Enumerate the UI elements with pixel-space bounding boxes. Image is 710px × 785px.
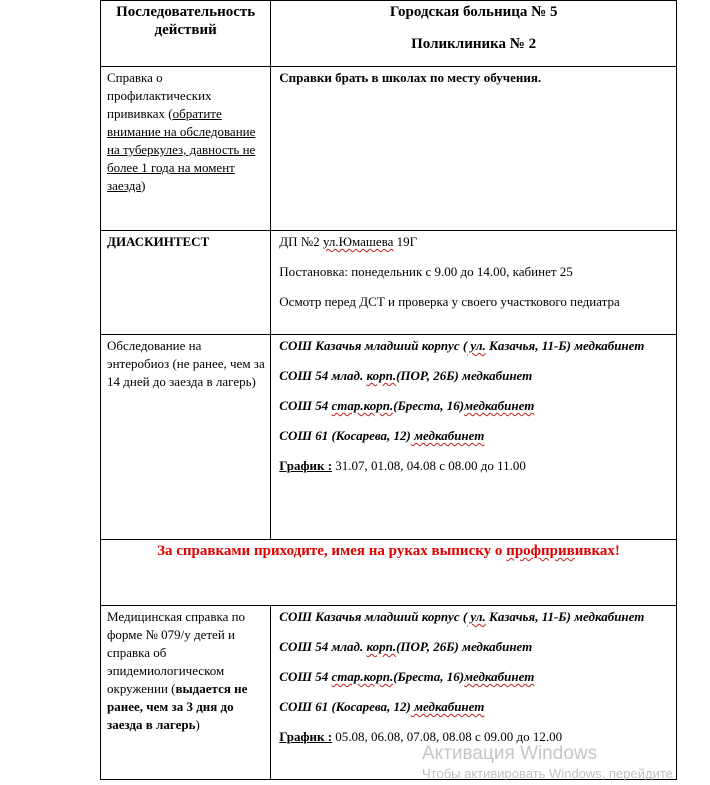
vaccination-instruction: Справки брать в школах по месту обучения. <box>279 70 542 85</box>
windows-activation-hint: Чтобы активировать Windows, перейдите <box>422 766 673 781</box>
schedule-value: 31.07, 01.08, 04.08 с 08.00 до 11.00 <box>332 458 526 473</box>
notice-cell <box>101 540 677 606</box>
m-s3a: СОШ 54 <box>279 669 332 684</box>
diaskintest-label: ДИАСКИНТЕСТ <box>107 234 210 249</box>
medical-close: ) <box>195 717 200 732</box>
notice-text-b: профприв <box>506 543 575 559</box>
header-sequence-label: Последовательность действий <box>116 4 256 38</box>
school-54-junior-2 <box>279 638 670 656</box>
row-diaskintest <box>101 231 677 335</box>
diaskintest-right-cell <box>271 231 677 335</box>
s4a: СОШ 61 (Косарева, 12) <box>279 428 411 443</box>
s2c: (ПОР, 26Б) медкабинет <box>396 368 533 383</box>
row-enterobiosis <box>101 335 677 540</box>
s2b: корп. <box>366 368 397 383</box>
s1a: СОШ Казачья младший корпус ( <box>279 338 468 353</box>
enterobiosis-schedule <box>279 457 670 475</box>
school-kazachya <box>279 337 670 355</box>
s1b: ул. <box>467 338 486 353</box>
diaskintest-address <box>279 233 670 251</box>
school-61 <box>279 427 670 445</box>
m-s1a: СОШ Казачья младший корпус ( <box>279 609 468 624</box>
header-cell-sequence <box>101 1 271 67</box>
header-cell-hospital <box>271 1 677 67</box>
school-61-2 <box>279 698 670 716</box>
s4b: медкабинет <box>410 428 485 443</box>
m-schedule-label: График : <box>279 729 333 744</box>
notice-text-c: ивках! <box>574 543 620 559</box>
schedule-table <box>100 0 677 780</box>
diaskintest-schedule: Постановка: понедельник с 9.00 до 14.00, кабинет 25 <box>279 264 573 279</box>
school-kazachya-2 <box>279 608 670 626</box>
medical-left-cell <box>101 606 271 780</box>
m-s4b: медкабинет <box>410 699 485 714</box>
vaccination-close: ) <box>141 178 146 193</box>
m-s4a: СОШ 61 (Косарева, 12) <box>279 699 411 714</box>
medical-label: Медицинская справка по форме № 079/у детей и справка об эпидемиологическом окружении ( <box>107 609 246 696</box>
school-54-senior <box>279 397 670 415</box>
m-schedule-value: 05.08, 06.08, 07.08, 08.08 с 09.00 до 12.00 <box>332 729 563 744</box>
s3c: (Бреста, 16) <box>393 398 465 413</box>
hospital-name: Городская больница № 5 <box>389 4 558 20</box>
s3d: медкабинет <box>464 398 535 413</box>
m-s1c: Казачья, 11-Б) медкабинет <box>485 609 645 624</box>
vaccination-note: обратите внимание на обследование на туберкулез, давность не более 1 года на момент заезда <box>107 106 256 193</box>
medical-note: выдается не ранее, чем за 3 дня до заезда в лагерь <box>107 681 248 732</box>
vaccination-right-cell <box>271 67 677 231</box>
vaccination-label: Справка о профилактических прививках ( <box>107 70 212 121</box>
enterobiosis-left-cell <box>101 335 271 540</box>
addr-suffix: 19Г <box>393 234 418 249</box>
diaskintest-exam: Осмотр перед ДСТ и проверка у своего участкового педиатра <box>279 294 620 309</box>
enterobiosis-label: Обследование на энтеробиоз (не ранее, чем за 14 дней до заезда в лагерь) <box>107 338 265 389</box>
m-s3d: медкабинет <box>464 669 535 684</box>
windows-activation-watermark: Активация Windows <box>422 743 598 764</box>
m-s2a: СОШ 54 млад. <box>279 639 367 654</box>
s3b: стар.корп. <box>331 398 394 413</box>
m-s3b: стар.корп. <box>331 669 394 684</box>
notice-text-a: За справками приходите, имея на руках выписку о <box>157 543 507 559</box>
schedule-label: График : <box>279 458 333 473</box>
school-54-junior <box>279 367 670 385</box>
s2a: СОШ 54 млад. <box>279 368 367 383</box>
addr-prefix: ДП №2 <box>279 234 323 249</box>
header-row <box>101 1 677 67</box>
m-s3c: (Бреста, 16) <box>393 669 465 684</box>
m-s2b: корп. <box>366 639 397 654</box>
notice-row <box>101 540 677 606</box>
s3a: СОШ 54 <box>279 398 332 413</box>
clinic-name: Поликлиника № 2 <box>411 36 537 52</box>
s1c: Казачья, 11-Б) медкабинет <box>485 338 645 353</box>
school-54-senior-2 <box>279 668 670 686</box>
diaskintest-left-cell <box>101 231 271 335</box>
enterobiosis-right-cell <box>271 335 677 540</box>
m-s2c: (ПОР, 26Б) медкабинет <box>396 639 533 654</box>
m-s1b: ул. <box>467 609 486 624</box>
addr-street: ул.Юмашева <box>322 234 394 249</box>
vaccination-left-cell <box>101 67 271 231</box>
row-vaccination-certificate <box>101 67 677 231</box>
